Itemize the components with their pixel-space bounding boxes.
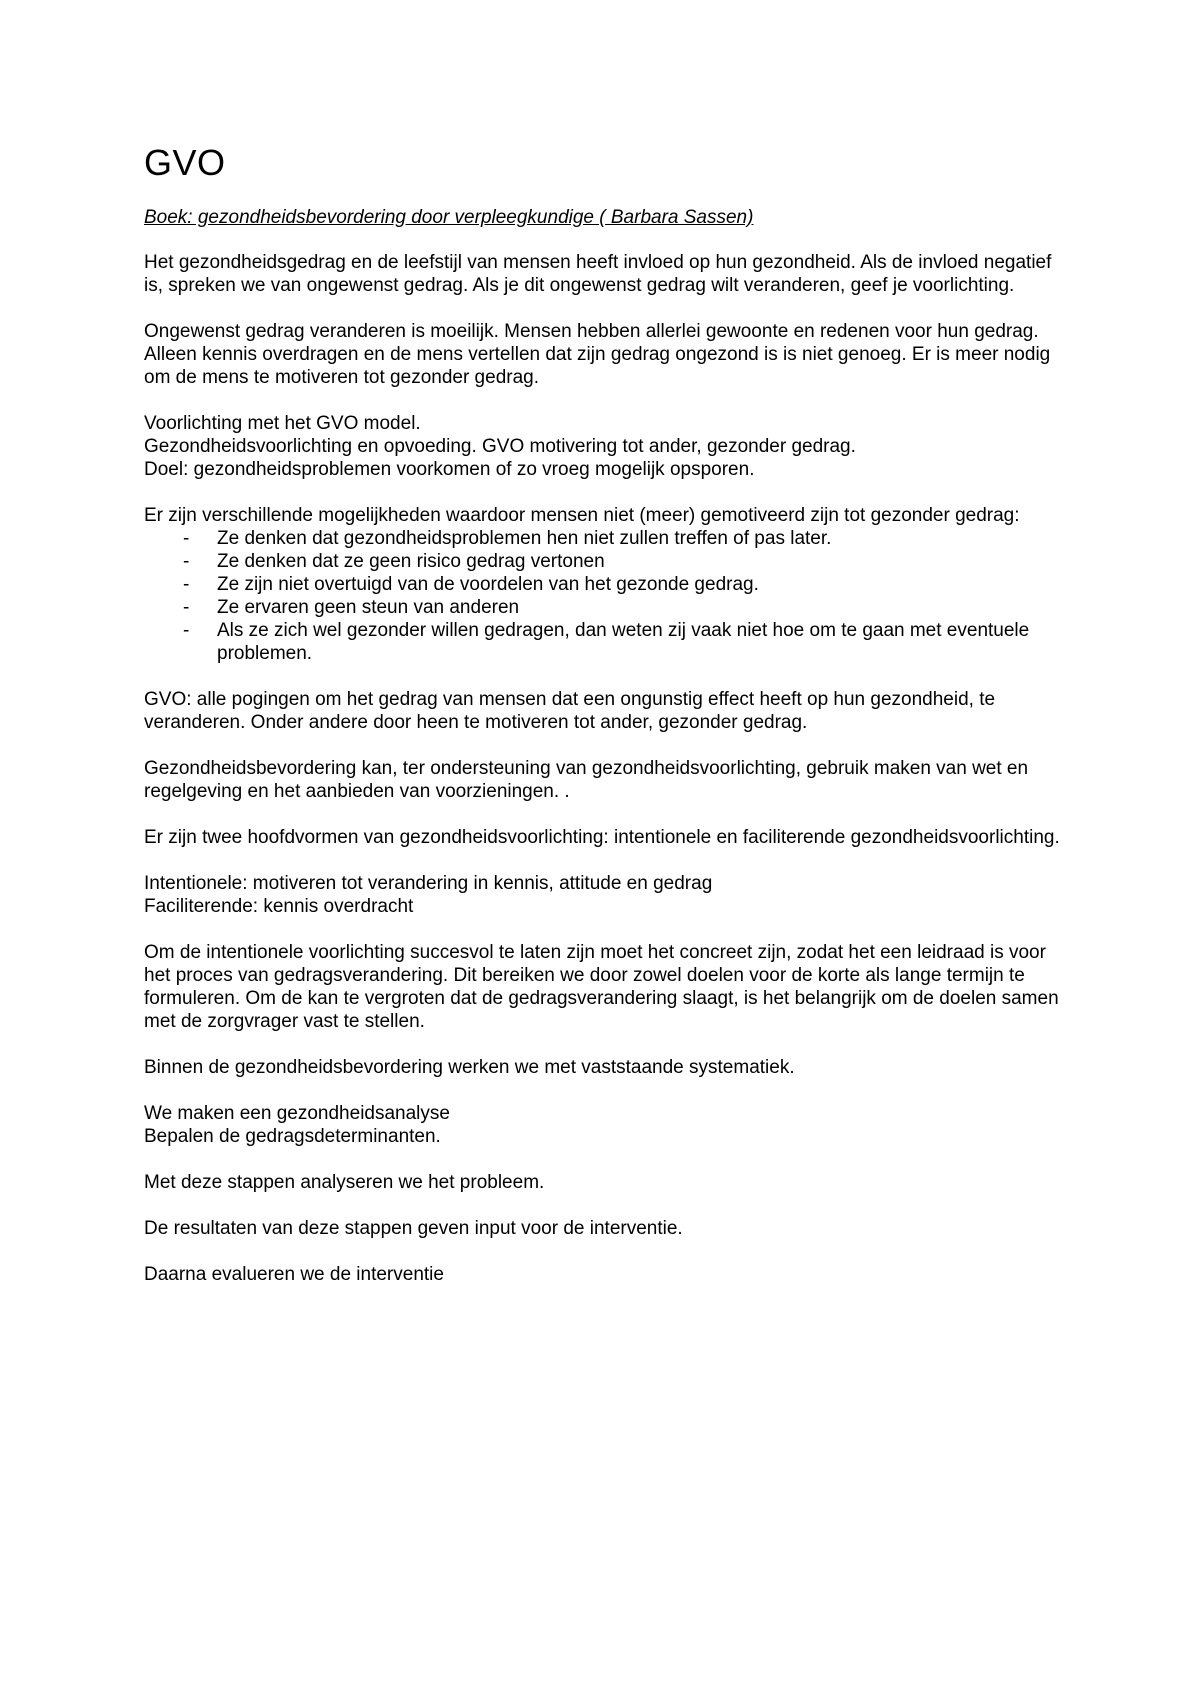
list-item xyxy=(144,596,1069,619)
dash-bullet: - xyxy=(183,574,190,595)
list-item-text: Als ze zich wel gezonder willen gedragen, dan weten zij vaak niet hoe om te gaan met eventuele problemen. xyxy=(217,620,1030,664)
list-item-text: Ze zijn niet overtuigd van de voordelen van het gezonde gedrag. xyxy=(217,574,759,595)
list-item-text: Ze denken dat gezondheidsproblemen hen niet zullen treffen of pas later. xyxy=(217,528,832,549)
dash-bullet: - xyxy=(183,597,190,618)
paragraph-9: Om de intentionele voorlichting succesvol te laten zijn moet het concreet zijn, zodat het een leidraad is voor het proces van gedragsverandering. Dit bereiken we door zowel doelen voor de korte als lange termijn te formuleren. Om de kan te vergroten dat de gedragsverandering slaagt, is het belangrijk om de doelen samen met de zorgvrager vast te stellen. xyxy=(144,942,1059,1032)
paragraph-2: Ongewenst gedrag veranderen is moeilijk. Mensen hebben allerlei gewoonte en redenen voor hun gedrag. Alleen kennis overdragen en de mens vertellen dat zijn gedrag ongezond is is niet genoeg. Er is meer nodig om de mens te motiveren tot gezonder gedrag. xyxy=(144,321,1051,388)
motivation-list xyxy=(144,527,1069,665)
dash-bullet: - xyxy=(183,551,190,572)
list-item-text: Ze ervaren geen steun van anderen xyxy=(217,597,520,618)
paragraph-4-intro: Er zijn verschillende mogelijkheden waardoor mensen niet (meer) gemotiveerd zijn tot gezonder gedrag: xyxy=(144,505,1020,526)
dash-bullet: - xyxy=(183,620,190,641)
document-page xyxy=(144,142,1069,1309)
paragraph-7: Er zijn twee hoofdvormen van gezondheidsvoorlichting: intentionele en faciliterende gezondheidsvoorlichting. xyxy=(144,827,1060,848)
paragraph-1: Het gezondheidsgedrag en de leefstijl van mensen heeft invloed op hun gezondheid. Als de invloed negatief is, spreken we van ongewenst gedrag. Als je dit ongewenst gedrag wilt veranderen, geef je voorlichting. xyxy=(144,252,1052,296)
list-item xyxy=(144,527,1069,550)
paragraph-5: GVO: alle pogingen om het gedrag van mensen dat een ongunstig effect heeft op hun gezondheid, te veranderen. Onder andere door heen te motiveren tot ander, gezonder gedrag. xyxy=(144,689,996,733)
paragraph-12: Met deze stappen analyseren we het probleem. xyxy=(144,1172,545,1193)
paragraph-6: Gezondheidsbevordering kan, ter ondersteuning van gezondheidsvoorlichting, gebruik maken van wet en regelgeving en het aanbieden van voorzieningen. . xyxy=(144,758,1029,802)
paragraph-3-line-2: Gezondheidsvoorlichting en opvoeding. GVO motivering tot ander, gezonder gedrag. xyxy=(144,436,856,457)
dash-bullet: - xyxy=(183,528,190,549)
list-item xyxy=(144,550,1069,573)
paragraph-8-line-1: Intentionele: motiveren tot verandering in kennis, attitude en gedrag xyxy=(144,873,713,894)
paragraph-3-line-1: Voorlichting met het GVO model. xyxy=(144,413,421,434)
paragraph-3-line-3: Doel: gezondheidsproblemen voorkomen of zo vroeg mogelijk opsporen. xyxy=(144,459,755,480)
paragraph-14: Daarna evalueren we de interventie xyxy=(144,1264,444,1285)
list-item xyxy=(144,573,1069,596)
list-item-text: Ze denken dat ze geen risico gedrag vertonen xyxy=(217,551,605,572)
paragraph-13: De resultaten van deze stappen geven input voor de interventie. xyxy=(144,1218,683,1239)
paragraph-10: Binnen de gezondheidsbevordering werken we met vaststaande systematiek. xyxy=(144,1057,795,1078)
paragraph-11-line-2: Bepalen de gedragsdeterminanten. xyxy=(144,1126,441,1147)
document-title: GVO xyxy=(144,142,226,183)
list-item xyxy=(144,619,1069,665)
paragraph-11-line-1: We maken een gezondheidsanalyse xyxy=(144,1103,450,1124)
paragraph-8-line-2: Faciliterende: kennis overdracht xyxy=(144,896,414,917)
book-reference: Boek: gezondheidsbevordering door verpleegkundige ( Barbara Sassen) xyxy=(144,207,754,228)
